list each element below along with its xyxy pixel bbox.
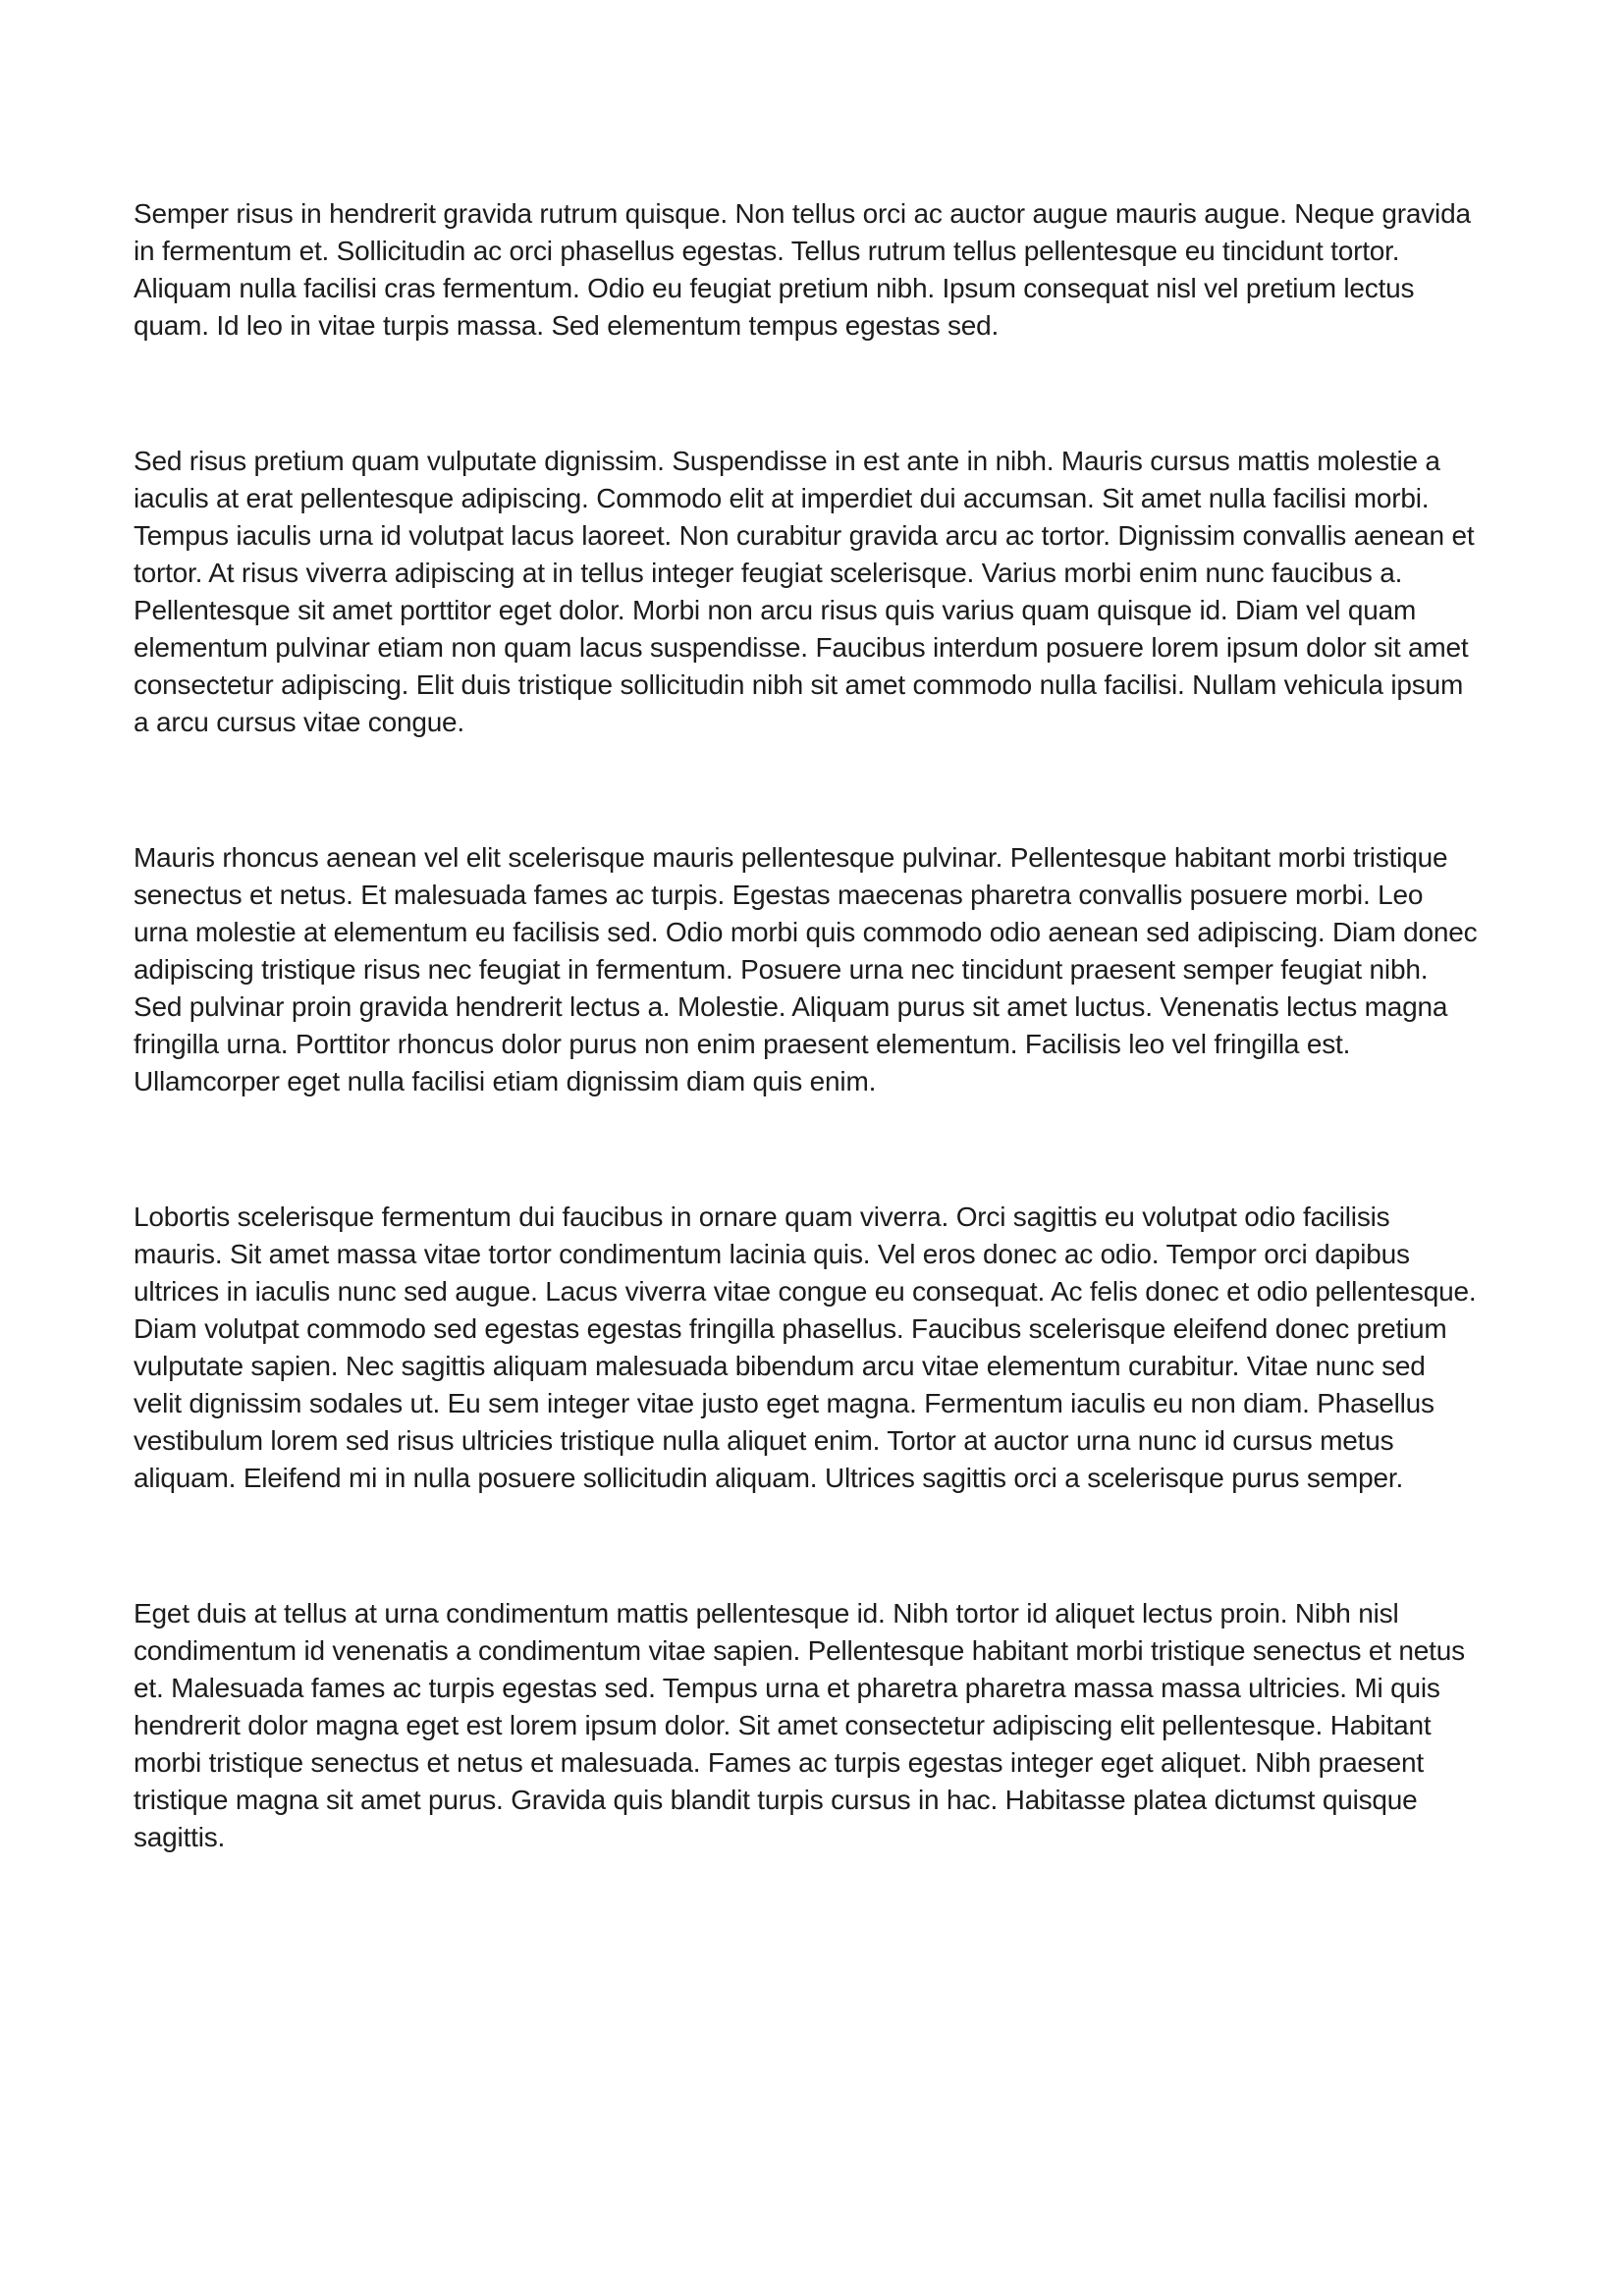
paragraph-4: Lobortis scelerisque fermentum dui faucibus in ornare quam viverra. Orci sagittis eu volutpat odio facilisis mauris. Sit amet massa vitae tortor condimentum lacinia quis. Vel eros donec ac odio. Tempor orci dapibus ultrices in iaculis nunc sed augue. Lacus viverra vitae congue eu consequat. Ac felis donec et odio pellentesque. Diam volutpat commodo sed egestas egestas fringilla phasellus. Faucibus scelerisque eleifend donec pretium vulputate sapien. Nec sagittis aliquam malesuada bibendum arcu vitae elementum curabitur. Vitae nunc sed velit dignissim sodales ut. Eu sem integer vitae justo eget magna. Fermentum iaculis eu non diam. Phasellus vestibulum lorem sed risus ultricies tristique nulla aliquet enim. Tortor at auctor urna nunc id cursus metus aliquam. Eleifend mi in nulla posuere sollicitudin aliquam. Ultrices sagittis orci a scelerisque purus semper. [134, 1201, 1477, 1493]
paragraph-1: Semper risus in hendrerit gravida rutrum quisque. Non tellus orci ac auctor augue mauris augue. Neque gravida in fermentum et. Sollicitudin ac orci phasellus egestas. Tellus rutrum tellus pellentesque eu tincidunt tortor. Aliquam nulla facilisi cras fermentum. Odio eu feugiat pretium nibh. Ipsum consequat nisl vel pretium lectus quam. Id leo in vitae turpis massa. Sed elementum tempus egestas sed. [134, 198, 1471, 341]
paragraph-2: Sed risus pretium quam vulputate dignissim. Suspendisse in est ante in nibh. Mauris cursus mattis molestie a iaculis at erat pellentesque adipiscing. Commodo elit at imperdiet dui accumsan. Sit amet nulla facilisi morbi. Tempus iaculis urna id volutpat lacus laoreet. Non curabitur gravida arcu ac tortor. Dignissim convallis aenean et tortor. At risus viverra adipiscing at in tellus integer feugiat scelerisque. Varius morbi enim nunc faucibus a. Pellentesque sit amet porttitor eget dolor. Morbi non arcu risus quis varius quam quisque id. Diam vel quam elementum pulvinar etiam non quam lacus suspendisse. Faucibus interdum posuere lorem ipsum dolor sit amet consectetur adipiscing. Elit duis tristique sollicitudin nibh sit amet commodo nulla facilisi. Nullam vehicula ipsum a arcu cursus vitae congue. [134, 446, 1475, 737]
paragraph-5: Eget duis at tellus at urna condimentum mattis pellentesque id. Nibh tortor id aliquet lectus proin. Nibh nisl condimentum id venenatis a condimentum vitae sapien. Pellentesque habitant morbi tristique senectus et netus et. Malesuada fames ac turpis egestas sed. Tempus urna et pharetra pharetra massa massa ultricies. Mi quis hendrerit dolor magna eget est lorem ipsum dolor. Sit amet consectetur adipiscing elit pellentesque. Habitant morbi tristique senectus et netus et malesuada. Fames ac turpis egestas integer eget aliquet. Nibh praesent tristique magna sit amet purus. Gravida quis blandit turpis cursus in hac. Habitasse platea dictumst quisque sagittis. [134, 1598, 1465, 1852]
paragraph-3: Mauris rhoncus aenean vel elit scelerisque mauris pellentesque pulvinar. Pellentesque habitant morbi tristique senectus et netus. Et malesuada fames ac turpis. Egestas maecenas pharetra convallis posuere morbi. Leo urna molestie at elementum eu facilisis sed. Odio morbi quis commodo odio aenean sed adipiscing. Diam donec adipiscing tristique risus nec feugiat in fermentum. Posuere urna nec tincidunt praesent semper feugiat nibh. Sed pulvinar proin gravida hendrerit lectus a. Molestie. Aliquam purus sit amet luctus. Venenatis lectus magna fringilla urna. Porttitor rhoncus dolor purus non enim praesent elementum. Facilisis leo vel fringilla est. Ullamcorper eget nulla facilisi etiam dignissim diam quis enim. [134, 842, 1478, 1096]
